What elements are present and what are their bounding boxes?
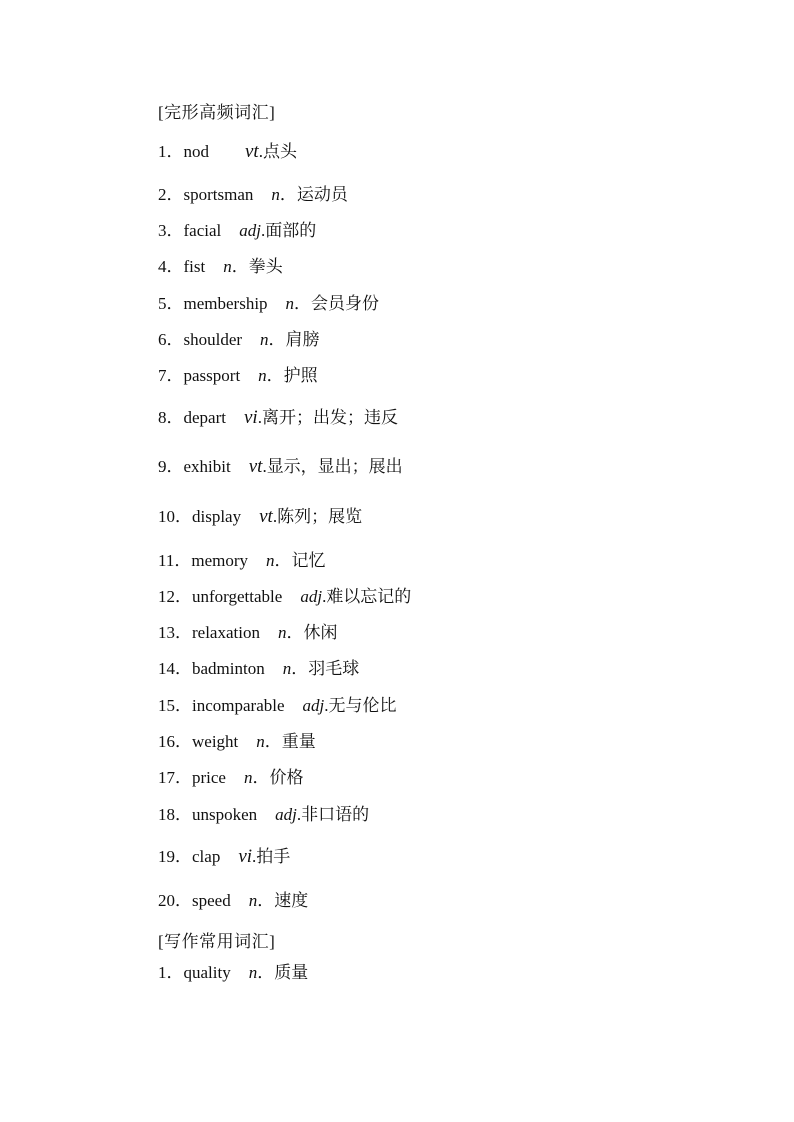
- vocab-entry: [158, 660, 359, 677]
- entry-meaning: 休闲: [303, 623, 338, 642]
- vocab-entry: [158, 697, 397, 714]
- entry-word: price: [192, 768, 226, 787]
- entry-word: unspoken: [192, 805, 258, 824]
- entry-word: badminton: [192, 659, 265, 678]
- entry-pos: n: [223, 257, 232, 276]
- entry-meaning: 肩膀: [285, 330, 320, 349]
- entry-dot: .: [324, 696, 329, 715]
- entry-pos: n: [271, 185, 280, 204]
- vocab-entry: [158, 457, 403, 476]
- entry-word: relaxation: [192, 623, 260, 642]
- vocab-entry: [158, 142, 297, 161]
- entry-word: speed: [192, 891, 231, 910]
- entry-pos: n: [258, 366, 267, 385]
- vocab-entry: [158, 892, 308, 909]
- vocab-entry: [158, 847, 290, 866]
- entry-number: 14．: [158, 659, 192, 678]
- vocab-entry: [158, 367, 318, 384]
- entry-word: nod: [183, 142, 209, 161]
- entry-number: 13．: [158, 623, 192, 642]
- entry-word: passport: [183, 366, 241, 385]
- entry-pos: adj: [239, 221, 261, 240]
- entry-pos: adj: [302, 696, 325, 715]
- vocab-entry: [158, 588, 411, 605]
- entry-number: 20．: [158, 891, 192, 910]
- entry-dot: .: [322, 587, 327, 606]
- entry-word: incomparable: [192, 696, 285, 715]
- entry-dot: ．: [274, 551, 292, 570]
- entry-meaning: 会员身份: [311, 294, 380, 313]
- entry-meaning: 显示，显出；展出: [266, 457, 403, 476]
- vocab-entry: [158, 408, 398, 427]
- entry-meaning: 重量: [281, 732, 316, 751]
- entry-meaning: 速度: [274, 891, 309, 910]
- entry-meaning: 记忆: [291, 551, 326, 570]
- entry-dot: ．: [231, 257, 249, 276]
- entry-number: 3．: [158, 221, 184, 240]
- entry-pos: vt: [245, 141, 259, 162]
- vocab-entry: [158, 222, 316, 239]
- entry-dot: ．: [291, 659, 309, 678]
- vocab-entry: [158, 733, 316, 750]
- entry-pos: n: [248, 963, 258, 982]
- entry-number: 8．: [158, 408, 184, 427]
- entry-meaning: 无与伦比: [328, 696, 397, 715]
- vocab-entry: [158, 295, 379, 312]
- vocab-entry: [158, 769, 303, 786]
- entry-pos: n: [266, 551, 275, 570]
- entry-meaning: 陈列；展览: [277, 507, 363, 526]
- entry-pos: vt: [259, 506, 273, 527]
- entry-word: fist: [183, 257, 206, 276]
- entry-word: memory: [191, 551, 249, 570]
- entry-dot: .: [252, 847, 257, 866]
- entry-pos: vt: [248, 456, 263, 477]
- entry-number: 10．: [158, 507, 192, 526]
- vocab-entry: [158, 507, 362, 526]
- entry-pos: adj: [300, 587, 323, 606]
- entry-meaning: 拍手: [256, 847, 291, 866]
- section-heading-cloze: [完形高频词汇]: [158, 103, 276, 122]
- entry-word: shoulder: [183, 330, 243, 349]
- entry-number: 1．: [158, 963, 184, 982]
- entry-meaning: 质量: [274, 963, 309, 982]
- vocab-entry: [158, 806, 369, 823]
- entry-word: weight: [192, 732, 239, 751]
- entry-number: 16．: [158, 732, 192, 751]
- entry-number: 15．: [158, 696, 192, 715]
- entry-number: 18．: [158, 805, 192, 824]
- entry-meaning: 护照: [283, 366, 318, 385]
- entry-pos: vi: [238, 846, 253, 867]
- vocab-entry: [158, 964, 308, 981]
- entry-word: facial: [183, 221, 222, 240]
- entry-pos: n: [260, 330, 269, 349]
- entry-meaning: 非口语的: [301, 805, 370, 824]
- entry-pos: n: [248, 891, 258, 910]
- entry-pos: n: [285, 294, 295, 313]
- entry-meaning: 运动员: [296, 185, 348, 204]
- entry-dot: ．: [266, 366, 284, 385]
- entry-dot: ．: [294, 294, 312, 313]
- entry-word: sportsman: [183, 185, 254, 204]
- entry-word: depart: [183, 408, 226, 427]
- entry-word: exhibit: [183, 457, 231, 476]
- entry-number: 11．: [158, 551, 192, 570]
- entry-dot: .: [262, 457, 267, 476]
- entry-number: 2．: [158, 185, 184, 204]
- entry-number: 1．: [158, 142, 184, 161]
- entry-dot: ．: [257, 891, 275, 910]
- vocab-entry: [158, 552, 326, 569]
- vocab-entry: [158, 331, 320, 348]
- entry-dot: .: [272, 507, 278, 526]
- entry-pos: n: [243, 768, 253, 787]
- entry-number: 19．: [158, 847, 192, 866]
- entry-meaning: 价格: [269, 768, 304, 787]
- entry-dot: ．: [268, 330, 286, 349]
- entry-word: quality: [183, 963, 231, 982]
- entry-dot: ．: [279, 185, 297, 204]
- entry-meaning: 拳头: [248, 257, 283, 276]
- entry-pos: n: [256, 732, 265, 751]
- entry-number: 9．: [158, 457, 184, 476]
- entry-dot: .: [260, 221, 266, 240]
- vocab-entry: [158, 186, 348, 203]
- entry-dot: .: [258, 142, 263, 161]
- entry-meaning: 羽毛球: [308, 659, 360, 678]
- vocab-entry: [158, 258, 283, 275]
- entry-meaning: 点头: [262, 142, 297, 161]
- entry-word: clap: [192, 847, 221, 866]
- entry-dot: ．: [252, 768, 270, 787]
- entry-word: display: [192, 507, 242, 526]
- entry-word: membership: [183, 294, 268, 313]
- vocab-entry: [158, 624, 337, 641]
- entry-dot: ．: [286, 623, 304, 642]
- entry-number: 17．: [158, 768, 192, 787]
- entry-number: 6．: [158, 330, 184, 349]
- entry-dot: ．: [264, 732, 282, 751]
- entry-number: 12．: [158, 587, 192, 606]
- entry-pos: n: [282, 659, 292, 678]
- entry-word: unforgettable: [192, 587, 283, 606]
- entry-meaning: 面部的: [265, 221, 317, 240]
- entry-pos: n: [277, 623, 287, 642]
- entry-number: 7．: [158, 366, 184, 385]
- entry-dot: .: [257, 408, 262, 427]
- entry-dot: ．: [257, 963, 275, 982]
- entry-meaning: 难以忘记的: [326, 587, 412, 606]
- entry-number: 4．: [158, 257, 184, 276]
- entry-pos: vi: [243, 407, 258, 428]
- entry-meaning: 离开；出发；违反: [261, 408, 398, 427]
- entry-dot: .: [296, 805, 302, 824]
- section-heading-writing: [写作常用词汇]: [158, 932, 276, 951]
- entry-number: 5．: [158, 294, 184, 313]
- entry-pos: adj: [275, 805, 297, 824]
